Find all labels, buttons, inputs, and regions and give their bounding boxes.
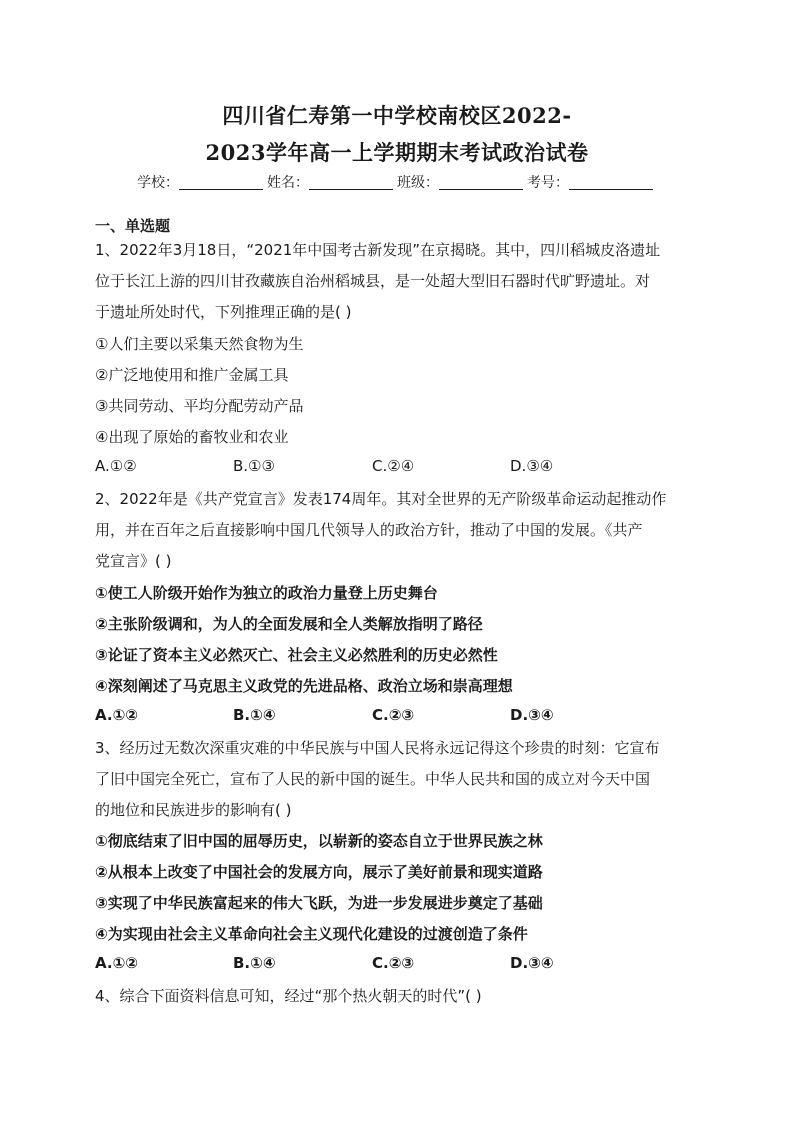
question-3-item: ③实现了中华民族富起来的伟大飞跃，为进一步发展进步奠定了基础	[95, 894, 543, 912]
question-3-line: 的地位和民族进步的影响有( )	[95, 801, 292, 819]
question-2-item: ②主张阶级调和，为人的全面发展和全人类解放指明了路径	[95, 615, 483, 633]
question-2-line: 2、2022年是《共产党宣言》发表174周年。其对全世界的无产阶级革命运动起推动作	[95, 490, 667, 508]
question-1-option-c[interactable]: C.②④	[372, 457, 415, 475]
exam-number-blank[interactable]	[569, 175, 653, 190]
question-1-option-a[interactable]: A.①②	[95, 457, 137, 475]
section-heading: 一、单选题	[95, 217, 171, 235]
exam-title-line2: 2023学年高一上学期期末考试政治试卷	[205, 140, 589, 165]
school-blank[interactable]	[179, 175, 263, 190]
question-2-option-b[interactable]: B.①④	[233, 706, 276, 724]
question-1-item: ②广泛地使用和推广金属工具	[95, 366, 289, 384]
class-blank[interactable]	[439, 175, 523, 190]
question-2-item: ④深刻阐述了马克思主义政党的先进品格、政治立场和崇高理想	[95, 677, 513, 695]
question-4-line: 4、综合下面资料信息可知，经过“那个热火朝天的时代”( )	[95, 987, 482, 1005]
question-2-option-a[interactable]: A.①②	[95, 706, 138, 724]
question-3-option-c[interactable]: C.②③	[372, 954, 415, 972]
question-2-line: 用，并在百年之后直接影响中国几代领导人的政治方针，推动了中国的发展。《共产	[95, 521, 643, 539]
exam-number-label: 考号：	[527, 175, 569, 191]
question-1-item: ④出现了原始的畜牧业和农业	[95, 428, 289, 446]
question-2-line: 党宣言》( )	[95, 552, 172, 570]
class-label: 班级：	[397, 175, 439, 191]
school-label: 学校：	[137, 175, 179, 191]
question-1-line: 于遗址所处时代，下列推理正确的是( )	[95, 303, 352, 321]
question-1-item: ①人们主要以采集天然食物为生	[95, 335, 304, 353]
question-3-line: 了旧中国完全死亡，宣布了人民的新中国的诞生。中华人民共和国的成立对今天中国	[95, 770, 651, 788]
question-2-item: ③论证了资本主义必然灭亡、社会主义必然胜利的历史必然性	[95, 646, 498, 664]
question-3-option-d[interactable]: D.③④	[510, 954, 554, 972]
exam-title-line1: 四川省仁寿第一中学校南校区2022-	[222, 103, 572, 128]
question-3-option-a[interactable]: A.①②	[95, 954, 138, 972]
question-1-line: 1、2022年3月18日，“2021年中国考古新发现”在京揭晓。其中，四川稻城皮洛遗址	[95, 241, 661, 259]
student-info-row	[0, 172, 794, 192]
question-1-item: ③共同劳动、平均分配劳动产品	[95, 397, 304, 415]
question-3-item: ①彻底结束了旧中国的屈辱历史，以崭新的姿态自立于世界民族之林	[95, 832, 543, 850]
question-1-line: 位于长江上游的四川甘孜藏族自治州稻城县，是一处超大型旧石器时代旷野遗址。对	[95, 272, 651, 290]
question-3-item: ④为实现由社会主义革命向社会主义现代化建设的过渡创造了条件	[95, 925, 528, 943]
question-2-option-d[interactable]: D.③④	[510, 706, 554, 724]
question-3-line: 3、经历过无数次深重灾难的中华民族与中国人民将永远记得这个珍贵的时刻：它宣布	[95, 739, 660, 757]
question-1-option-d[interactable]: D.③④	[510, 457, 554, 475]
question-3-option-b[interactable]: B.①④	[233, 954, 276, 972]
name-blank[interactable]	[309, 175, 393, 190]
question-3-item: ②从根本上改变了中国社会的发展方向，展示了美好前景和现实道路	[95, 863, 543, 881]
name-label: 姓名：	[267, 175, 309, 191]
question-1-option-b[interactable]: B.①③	[233, 457, 275, 475]
question-2-item: ①使工人阶级开始作为独立的政治力量登上历史舞台	[95, 584, 438, 602]
question-2-option-c[interactable]: C.②③	[372, 706, 415, 724]
